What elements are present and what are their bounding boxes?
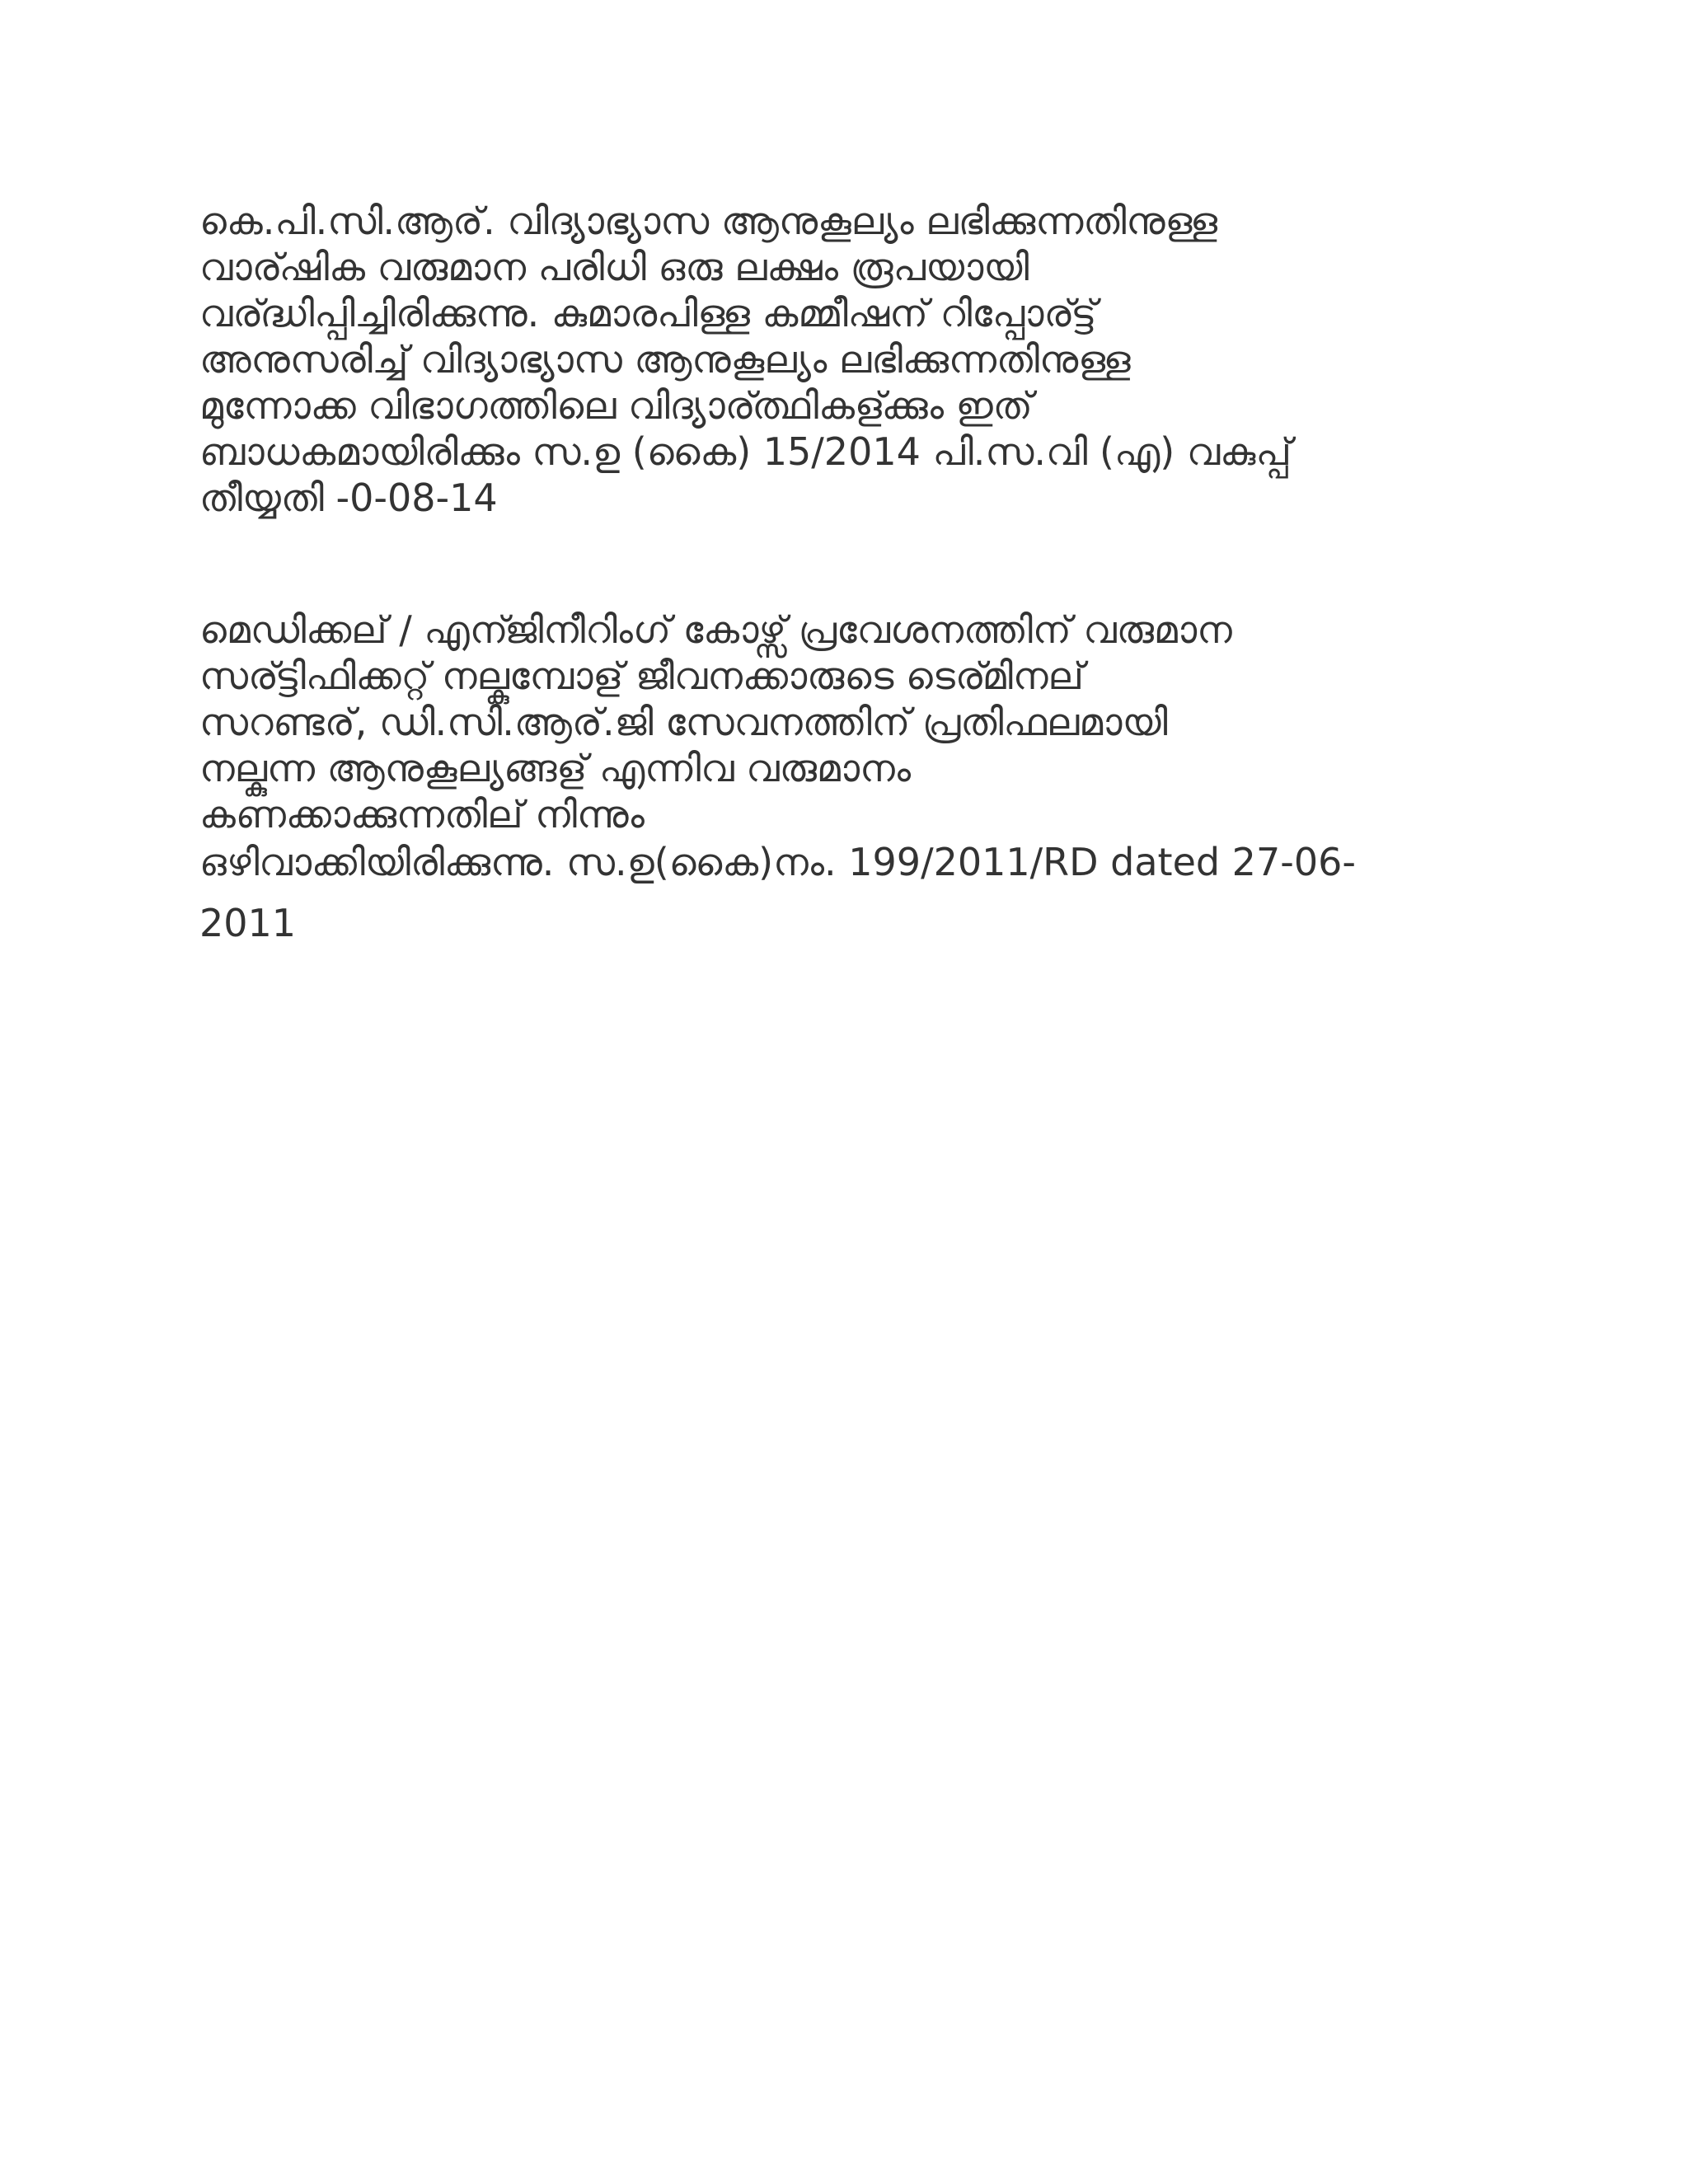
paragraph-line: ഒഴിവാക്കിയിരിക്കുന്നു. സ.ഉ(കൈ)നം. 199/2011/RD dated 27-06- bbox=[199, 840, 1356, 884]
paragraph-spacer bbox=[199, 521, 1518, 607]
paragraph-income-limit bbox=[199, 198, 1518, 521]
paragraph-line: അനുസരിച്ച് വിദ്യാഭ്യാസ ആനുകൂല്യം ലഭിക്കുന്നതിനുള്ള bbox=[199, 337, 1131, 382]
paragraph-line: കെ.പി.സി.ആര്. വിദ്യാഭ്യാസ ആനുകൂല്യം ലഭിക്കുന്നതിനുള്ള bbox=[199, 199, 1218, 243]
paragraph-line: മെഡിക്കല് / എന്ജിനീറിംഗ് കോഴ്സ് പ്രവേശനത്തിന് വരുമാന bbox=[199, 607, 1232, 652]
document-body bbox=[199, 198, 1518, 946]
paragraph-line: സര്ട്ടിഫിക്കറ്റ് നല്കുമ്പോള് ജീവനക്കാരുടെ ടെര്മിനല് bbox=[199, 654, 1084, 698]
paragraph-line: ബാധകമായിരിക്കും സ.ഉ (കൈ) 15/2014 പി.സ.വി (എ) വകുപ്പ് bbox=[199, 429, 1292, 474]
paragraph-income-exclusions bbox=[199, 607, 1518, 946]
paragraph-line: 2011 bbox=[199, 901, 297, 945]
paragraph-line: വാര്ഷിക വരുമാന പരിധി ഒരു ലക്ഷം രൂപയായി bbox=[199, 245, 1029, 289]
paragraph-line: വര്ദ്ധിപ്പിച്ചിരിക്കുന്നു. കുമാരപിള്ള കമ്മീഷന് റിപ്പോര്ട്ട് bbox=[199, 291, 1097, 335]
paragraph-line: നല്കുന്ന ആനുകൂല്യങ്ങള് എന്നിവ വരുമാനം bbox=[199, 746, 912, 790]
paragraph-line: മുന്നോക്ക വിഭാഗത്തിലെ വിദ്യാര്ത്ഥികള്ക്കും ഇത് bbox=[199, 383, 1033, 428]
paragraph-line: തീയ്യതി -0-08-14 bbox=[199, 476, 498, 520]
paragraph-line: സറണ്ടര്, ഡി.സി.ആര്.ജി സേവനത്തിന് പ്രതിഫലമായി bbox=[199, 700, 1168, 744]
paragraph-line: കണക്കാക്കുന്നതില് നിന്നും bbox=[199, 792, 645, 837]
